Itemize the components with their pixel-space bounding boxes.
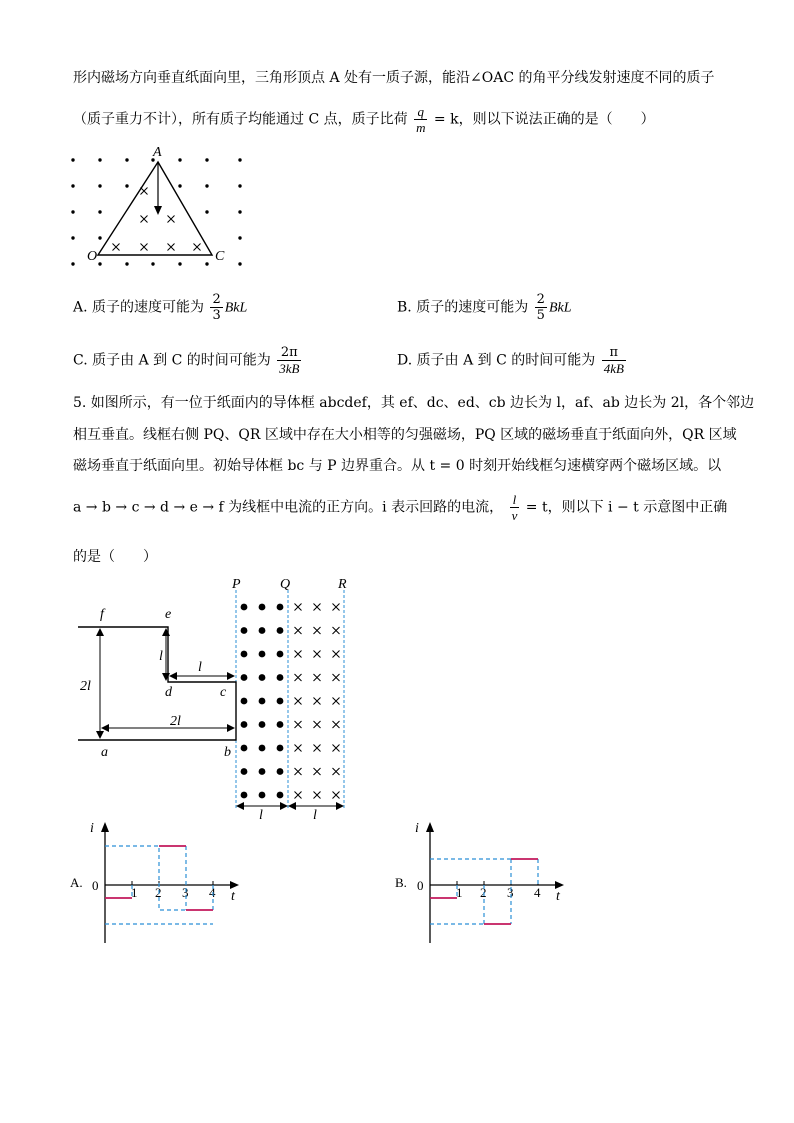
fraction-numerator: 2 [536, 292, 545, 307]
field-dot [277, 604, 284, 611]
field-cross [295, 604, 302, 611]
graph-option-B [393, 818, 573, 948]
q4-stem-line1: 形内磁场方向垂直纸面向里，三角形顶点 A 处有一质子源，能沿∠OAC 的角平分线发射速度不同的质子 [73, 70, 715, 86]
field-dot [259, 792, 266, 799]
field-dot [259, 768, 266, 775]
field-cross [314, 651, 321, 658]
option-C-text: C. 质子由 A 到 C 的时间可能为 [73, 352, 271, 369]
label-O: O [87, 249, 98, 264]
field-dot [277, 745, 284, 752]
field-dot [71, 236, 74, 239]
magnetic-cross-grid [113, 188, 201, 251]
option-D [397, 345, 628, 376]
field-dot [259, 698, 266, 705]
dim-label-pq: l [259, 808, 263, 823]
label-d: d [165, 685, 172, 700]
triangle-OAC [98, 162, 212, 255]
field-dot [241, 745, 248, 752]
qr-field-crosses [295, 604, 340, 799]
option-B-text: B. 质子的速度可能为 [397, 299, 529, 316]
field-dot [98, 210, 101, 213]
option-A-expr: BkL [224, 300, 248, 316]
label-a: a [101, 745, 108, 760]
option-C [73, 345, 303, 376]
emission-arrow-head [154, 206, 162, 215]
arrowhead [227, 724, 235, 732]
q4-stem-line2-text: （质子重力不计），所有质子均能通过 C 点，质子比荷 [73, 111, 408, 128]
fraction-denominator: 4kB [603, 361, 624, 376]
field-dot [277, 674, 284, 681]
q5-stem-line4 [73, 492, 727, 523]
field-dot [259, 627, 266, 634]
field-dot [238, 262, 241, 265]
tick-label-2: 2 [480, 885, 487, 900]
field-dot [205, 158, 208, 161]
field-dot [241, 627, 248, 634]
field-dot [238, 158, 241, 161]
option-B-expr: BkL [548, 300, 572, 316]
field-dot [98, 262, 101, 265]
field-dot [238, 184, 241, 187]
q5-stem-line1: 5. 如图所示，有一位于纸面内的导体框 abcdef，其 ef、dc、ed、cb 边长为 l，af、ab 边长为 2l，各个邻边 [73, 395, 755, 411]
tick-label-1: 1 [131, 885, 138, 900]
i-axis-arrow [101, 822, 109, 832]
option-B-fraction [535, 292, 547, 323]
q5-stem-line3: 磁场垂直于纸面向里。初始导体框 bc 与 P 边界重合。从 t = 0 时刻开始线框匀速横穿两个磁场区域。以 [73, 458, 722, 474]
field-cross [295, 792, 302, 799]
t-axis-label: t [556, 889, 560, 904]
q4-stem-line2-tail: = k，则以下说法正确的是（ ） [433, 111, 655, 128]
field-dot [98, 158, 101, 161]
q5-stem-line4-text: a → b → c → d → e → f 为线框中电流的正方向。i 表示回路的电流， [73, 499, 504, 516]
field-dot [259, 721, 266, 728]
field-dot [151, 262, 154, 265]
field-dot [98, 184, 101, 187]
field-cross [333, 674, 340, 681]
field-dot [277, 792, 284, 799]
field-cross [194, 244, 201, 251]
arrowhead [236, 802, 244, 810]
field-dot [71, 184, 74, 187]
field-dot [71, 210, 74, 213]
dim-label-dc: l [198, 660, 202, 675]
arrowhead [162, 673, 170, 681]
field-dot [178, 262, 181, 265]
field-cross [295, 651, 302, 658]
field-dot [241, 651, 248, 658]
option-B [397, 292, 572, 323]
arrowhead [101, 724, 109, 732]
q4-stem-line2 [73, 104, 655, 135]
field-dot [241, 698, 248, 705]
field-cross [314, 627, 321, 634]
fraction-numerator: q [414, 104, 427, 120]
field-cross [295, 721, 302, 728]
field-dot [259, 674, 266, 681]
field-cross [314, 698, 321, 705]
field-cross [295, 698, 302, 705]
graph-B-label: B. [395, 875, 407, 890]
field-dot [98, 236, 101, 239]
option-C-fraction [277, 345, 301, 376]
label-C: C [215, 249, 225, 264]
option-A [73, 292, 247, 323]
field-dot [205, 262, 208, 265]
label-e: e [165, 607, 172, 622]
field-cross [333, 721, 340, 728]
pq-field-dots [241, 604, 284, 799]
field-dot [238, 210, 241, 213]
field-dot [205, 210, 208, 213]
field-dot [277, 627, 284, 634]
dim-label-af: 2l [80, 679, 91, 694]
field-dot [277, 698, 284, 705]
arrowhead [336, 802, 344, 810]
label-b: b [224, 745, 231, 760]
tick-label-4: 4 [209, 885, 216, 900]
field-dot [71, 262, 74, 265]
arrowhead [162, 628, 170, 636]
field-cross [295, 745, 302, 752]
fraction-denominator: 3kB [279, 361, 300, 376]
arrowhead [96, 628, 104, 636]
field-dot [238, 236, 241, 239]
q5-stem-line4-tail: = t，则以下 i − t 示意图中正确 [525, 499, 728, 516]
field-dot [259, 745, 266, 752]
t-axis-label: t [231, 889, 235, 904]
i-axis-arrow [426, 822, 434, 832]
i-axis-label: i [90, 821, 94, 836]
option-A-text: A. 质子的速度可能为 [73, 299, 205, 316]
field-dot [125, 158, 128, 161]
option-D-text: D. 质子由 A 到 C 的时间可能为 [397, 352, 596, 369]
option-A-fraction [210, 292, 222, 323]
t-axis-arrow [555, 881, 564, 889]
label-Q: Q [280, 577, 291, 592]
field-dot [125, 262, 128, 265]
q4-triangle-figure [60, 140, 260, 275]
label-A: A [153, 145, 162, 160]
q5-stem-line5: 的是（ ） [73, 549, 157, 565]
field-cross [314, 674, 321, 681]
field-dot [277, 768, 284, 775]
fraction-denominator: v [511, 508, 518, 523]
field-cross [314, 721, 321, 728]
tick-label-3: 3 [507, 885, 514, 900]
dim-label-qr: l [313, 808, 317, 823]
field-dot [178, 158, 181, 161]
field-cross [333, 651, 340, 658]
fraction-numerator: π [602, 345, 626, 361]
t-axis-arrow [230, 881, 239, 889]
field-cross [333, 792, 340, 799]
field-cross [295, 627, 302, 634]
field-cross [314, 604, 321, 611]
dashed-guide [105, 846, 186, 910]
field-cross [141, 216, 148, 223]
label-c: c [220, 685, 227, 700]
dim-label-ed: l [159, 649, 163, 664]
field-dot [178, 184, 181, 187]
origin-label: 0 [417, 878, 424, 893]
field-cross [333, 768, 340, 775]
arrowhead [280, 802, 288, 810]
graph-A-label: A. [70, 875, 83, 890]
field-cross [314, 745, 321, 752]
field-dot [277, 721, 284, 728]
fraction-denominator: 3 [212, 308, 221, 323]
arrowhead [169, 672, 177, 680]
q5-stem-line2: 相互垂直。线框右侧 PQ、QR 区域中存在大小相等的匀强磁场，PQ 区域的磁场垂直于纸面向外，QR 区域 [73, 427, 737, 443]
field-cross [141, 244, 148, 251]
tick-label-3: 3 [182, 885, 189, 900]
field-cross [113, 244, 120, 251]
field-cross [295, 768, 302, 775]
label-P: P [232, 577, 241, 592]
field-dot [71, 158, 74, 161]
field-dot [241, 604, 248, 611]
tick-label-2: 2 [155, 885, 162, 900]
charge-mass-fraction [414, 104, 427, 135]
dim-label-ab: 2l [170, 714, 181, 729]
label-R: R [338, 577, 347, 592]
field-cross [141, 188, 148, 195]
field-dot [241, 721, 248, 728]
field-cross [314, 792, 321, 799]
field-cross [333, 627, 340, 634]
graph-option-A [68, 818, 248, 948]
field-cross [168, 216, 175, 223]
arrowhead [227, 672, 235, 680]
fraction-numerator: 2 [212, 292, 221, 307]
l-over-v-fraction [510, 492, 520, 523]
field-dot [241, 792, 248, 799]
fraction-denominator: 5 [536, 308, 545, 323]
origin-label: 0 [92, 878, 99, 893]
field-dot [205, 184, 208, 187]
field-cross [168, 244, 175, 251]
option-D-fraction [602, 345, 626, 376]
field-cross [333, 604, 340, 611]
field-dot [259, 651, 266, 658]
field-dot [241, 674, 248, 681]
field-dot [125, 184, 128, 187]
field-dot [277, 651, 284, 658]
conductor-frame [78, 627, 236, 740]
i-axis-label: i [415, 821, 419, 836]
fraction-numerator: l [510, 492, 520, 508]
field-dot [259, 604, 266, 611]
field-cross [333, 745, 340, 752]
field-cross [295, 674, 302, 681]
label-f: f [100, 607, 104, 622]
fraction-numerator: 2π [277, 345, 301, 361]
q5-frame-figure [70, 570, 370, 823]
tick-label-1: 1 [456, 885, 463, 900]
arrowhead [288, 802, 296, 810]
arrowhead [96, 731, 104, 739]
field-dot [241, 768, 248, 775]
field-cross [314, 768, 321, 775]
fraction-denominator: m [416, 120, 426, 135]
field-cross [333, 698, 340, 705]
tick-label-4: 4 [534, 885, 541, 900]
